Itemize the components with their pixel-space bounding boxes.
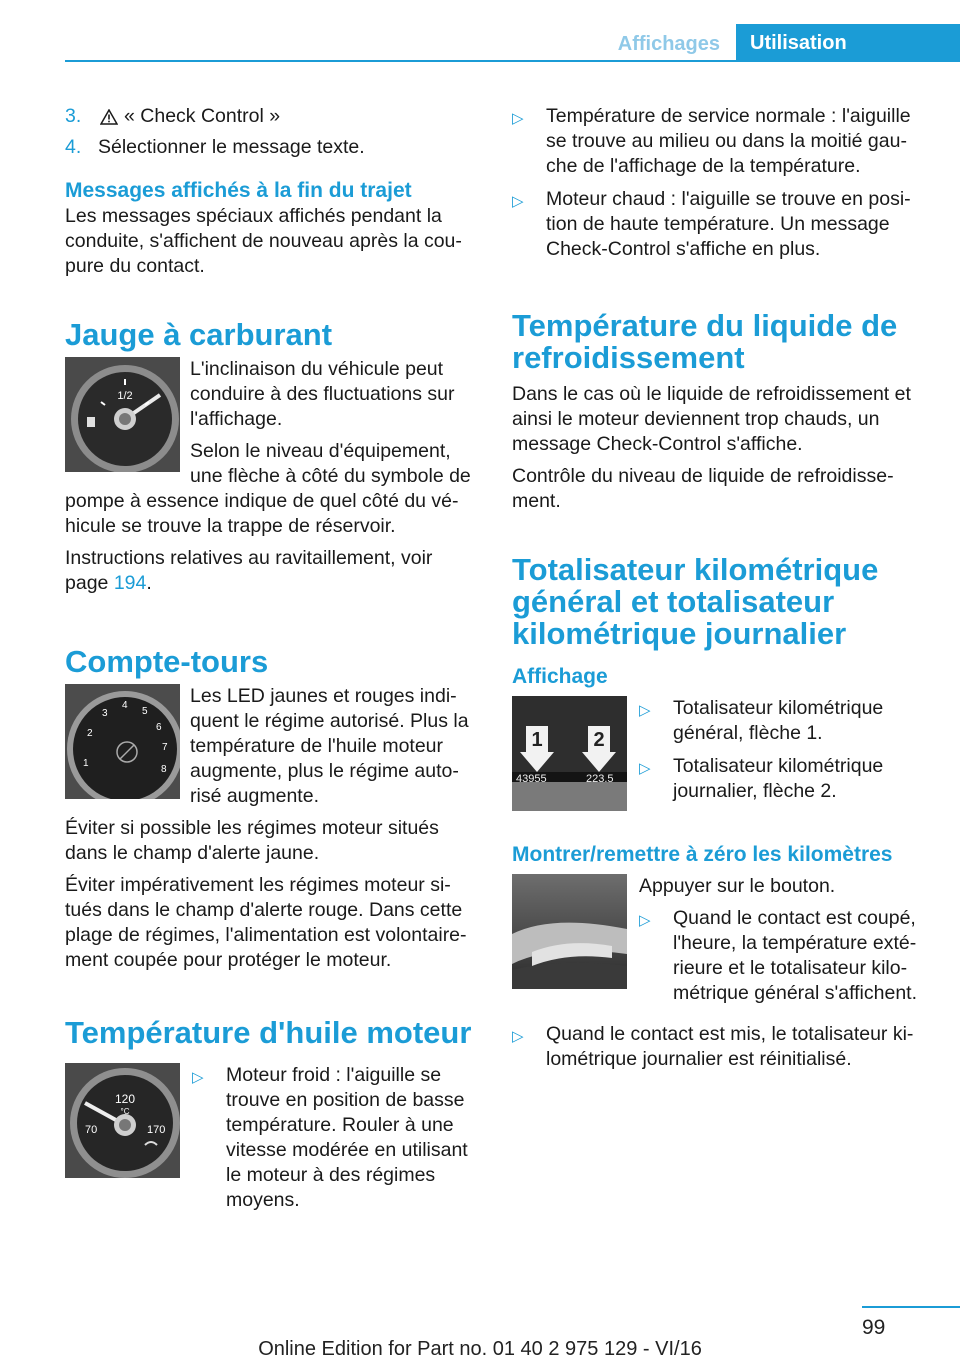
page-number: 99 — [862, 1316, 886, 1339]
coolant-text-1: Dans le cas où le liquide de refroidissement et ainsi le moteur deviennent trop chauds, un message Check-Control s'affiche. — [512, 383, 911, 455]
triangle-bullet-icon: ▷ — [639, 702, 651, 719]
tachometer-heading: Compte-tours — [65, 644, 269, 679]
warning-triangle-icon — [100, 109, 118, 125]
oil-temp-gauge-image — [65, 1063, 180, 1178]
tach-number: 6 — [156, 722, 162, 733]
fuel-ref-text: Instructions relatives au ravitaillement, voir page — [65, 547, 433, 594]
bullet-text: Quand le contact est coupé, l'heure, la température exté-rieure et le totalisateur kilo-métrique général s'affichent. — [673, 907, 918, 1004]
odometer-image — [512, 696, 627, 811]
oil-section — [65, 1063, 477, 1229]
tach-number: 3 — [102, 708, 108, 719]
triangle-bullet-icon: ▷ — [192, 1069, 204, 1086]
triangle-bullet-icon: ▷ — [512, 1028, 524, 1045]
step-text: « Check Control » — [124, 105, 281, 127]
fuel-gauge-heading: Jauge à carburant — [65, 317, 333, 352]
fuel-gauge-label: 1/2 — [117, 390, 133, 402]
oil-temp-heading: Température d'huile moteur — [65, 1015, 472, 1050]
odo-arrow-2-label: 2 — [593, 729, 605, 751]
tach-number: 2 — [87, 728, 93, 739]
header-rule — [65, 60, 960, 62]
list-item — [639, 754, 932, 804]
odometer-heading: Totalisateur kilométrique général et totalisateur kilométrique journalier — [512, 552, 879, 651]
right-column — [512, 104, 932, 1080]
odo-arrow-1-label: 1 — [531, 729, 543, 751]
coolant-heading: Température du liquide de refroidissement — [512, 308, 898, 375]
tach-number: 4 — [122, 700, 128, 711]
oil-gauge-label-low: 70 — [85, 1124, 98, 1136]
reset-subheading: Montrer/remettre à zéro les kilomètres — [512, 843, 893, 866]
header-chapter-tab: Utilisation — [736, 24, 960, 62]
header-section-label: Affichages — [617, 33, 720, 55]
bullet-text: Totalisateur kilométrique général, flèche 1. — [673, 697, 884, 744]
list-item — [639, 696, 932, 746]
list-item — [512, 104, 932, 179]
bullet-text: Moteur chaud : l'aiguille se trouve en posi-tion de haute température. Un message Check-Control s'affiche en plus. — [546, 188, 911, 260]
triangle-bullet-icon: ▷ — [512, 193, 524, 210]
reset-button-image — [512, 874, 627, 989]
triangle-bullet-icon: ▷ — [639, 912, 651, 929]
oil-gauge-unit: °C — [120, 1107, 130, 1116]
footer-edition: Online Edition for Part no. 01 40 2 975 129 - VI/16 — [258, 1338, 702, 1360]
oil-bullets — [192, 1063, 477, 1221]
list-item — [639, 906, 932, 1006]
reset-bullets-a — [639, 906, 932, 1014]
fuel-text-2: Selon le niveau d'équipement, une flèche à côté du symbole de pompe à essence indique de quel côté du vé-hicule se trouve la trappe de réservoir. — [65, 440, 471, 537]
list-item — [192, 1063, 477, 1213]
reset-text: Appuyer sur le bouton. — [639, 875, 836, 897]
step-text: Sélectionner le message texte. — [98, 136, 365, 158]
odo-section — [512, 696, 932, 820]
fuel-ref-end: . — [146, 572, 152, 594]
oil-gauge-label-high: 170 — [147, 1124, 166, 1136]
oil-gauge-label-mid: 120 — [114, 1092, 136, 1106]
bullet-text: Température de service normale : l'aiguille se trouve au milieu ou dans la moitié gau-che de l'affichage de la température. — [546, 105, 911, 177]
triangle-bullet-icon: ▷ — [639, 760, 651, 777]
tach-text-2: Éviter si possible les régimes moteur situés dans le champ d'alerte jaune. — [65, 817, 439, 864]
list-item — [512, 187, 932, 262]
reset-bullets-b — [512, 1022, 932, 1072]
bullet-text: Quand le contact est mis, le totalisateur ki-lométrique journalier est réinitialisé. — [546, 1023, 914, 1070]
footer-rule — [862, 1306, 960, 1308]
tach-number: 7 — [162, 742, 168, 753]
tach-text-3: Éviter impérativement les régimes moteur si-tués dans le champ d'alerte rouge. Dans cette plage de régimes, l'alimentation est volontaire-ment coupée pour protéger le moteur. — [65, 874, 467, 971]
tach-number: 5 — [142, 706, 148, 717]
odo-bullets — [639, 696, 932, 812]
steps-list — [65, 104, 477, 160]
fuel-text-1: L'inclinaison du véhicule peut conduire à des fluctuations sur l'affichage. — [190, 358, 455, 430]
fuel-text-3 — [65, 546, 477, 596]
end-trip-heading: Messages affichés à la fin du trajet — [65, 179, 412, 202]
end-trip-text: Les messages spéciaux affichés pendant la conduite, s'affichent de nouveau après la cou-pure du contact. — [65, 205, 462, 277]
coolant-text-2: Contrôle du niveau de liquide de refroidisse-ment. — [512, 465, 894, 512]
bullet-text: Totalisateur kilométrique journalier, flèche 2. — [673, 755, 884, 802]
list-item — [65, 104, 477, 129]
step-number: 4. — [65, 136, 82, 158]
tach-number: 8 — [161, 764, 167, 775]
tach-section — [65, 684, 477, 816]
temp-bullets — [512, 104, 932, 262]
tach-number: 1 — [83, 758, 89, 769]
list-item — [512, 1022, 932, 1072]
oil-bullet-text: Moteur froid : l'aiguille se trouve en position de basse température. Rouler à une vitesse modérée en utilisant le moteur à des régimes moyens. — [226, 1064, 468, 1211]
list-item — [65, 135, 477, 160]
left-column — [65, 104, 477, 1229]
odo-total-value: 43955 — [516, 773, 547, 785]
page-reference-link[interactable]: 194 — [113, 572, 147, 594]
step-number: 3. — [65, 105, 82, 127]
tach-text-1: Les LED jaunes et rouges indi-quent le régime autorisé. Plus la température de l'huile moteur augmente, plus le régime auto-risé augmente. — [190, 685, 469, 807]
triangle-bullet-icon: ▷ — [512, 110, 524, 127]
display-subheading: Affichage — [512, 665, 608, 688]
odo-trip-value: 223.5 — [586, 773, 614, 785]
fuel-section — [65, 357, 477, 546]
tachometer-image — [65, 684, 180, 799]
fuel-gauge-image — [65, 357, 180, 472]
reset-section — [512, 874, 932, 1022]
